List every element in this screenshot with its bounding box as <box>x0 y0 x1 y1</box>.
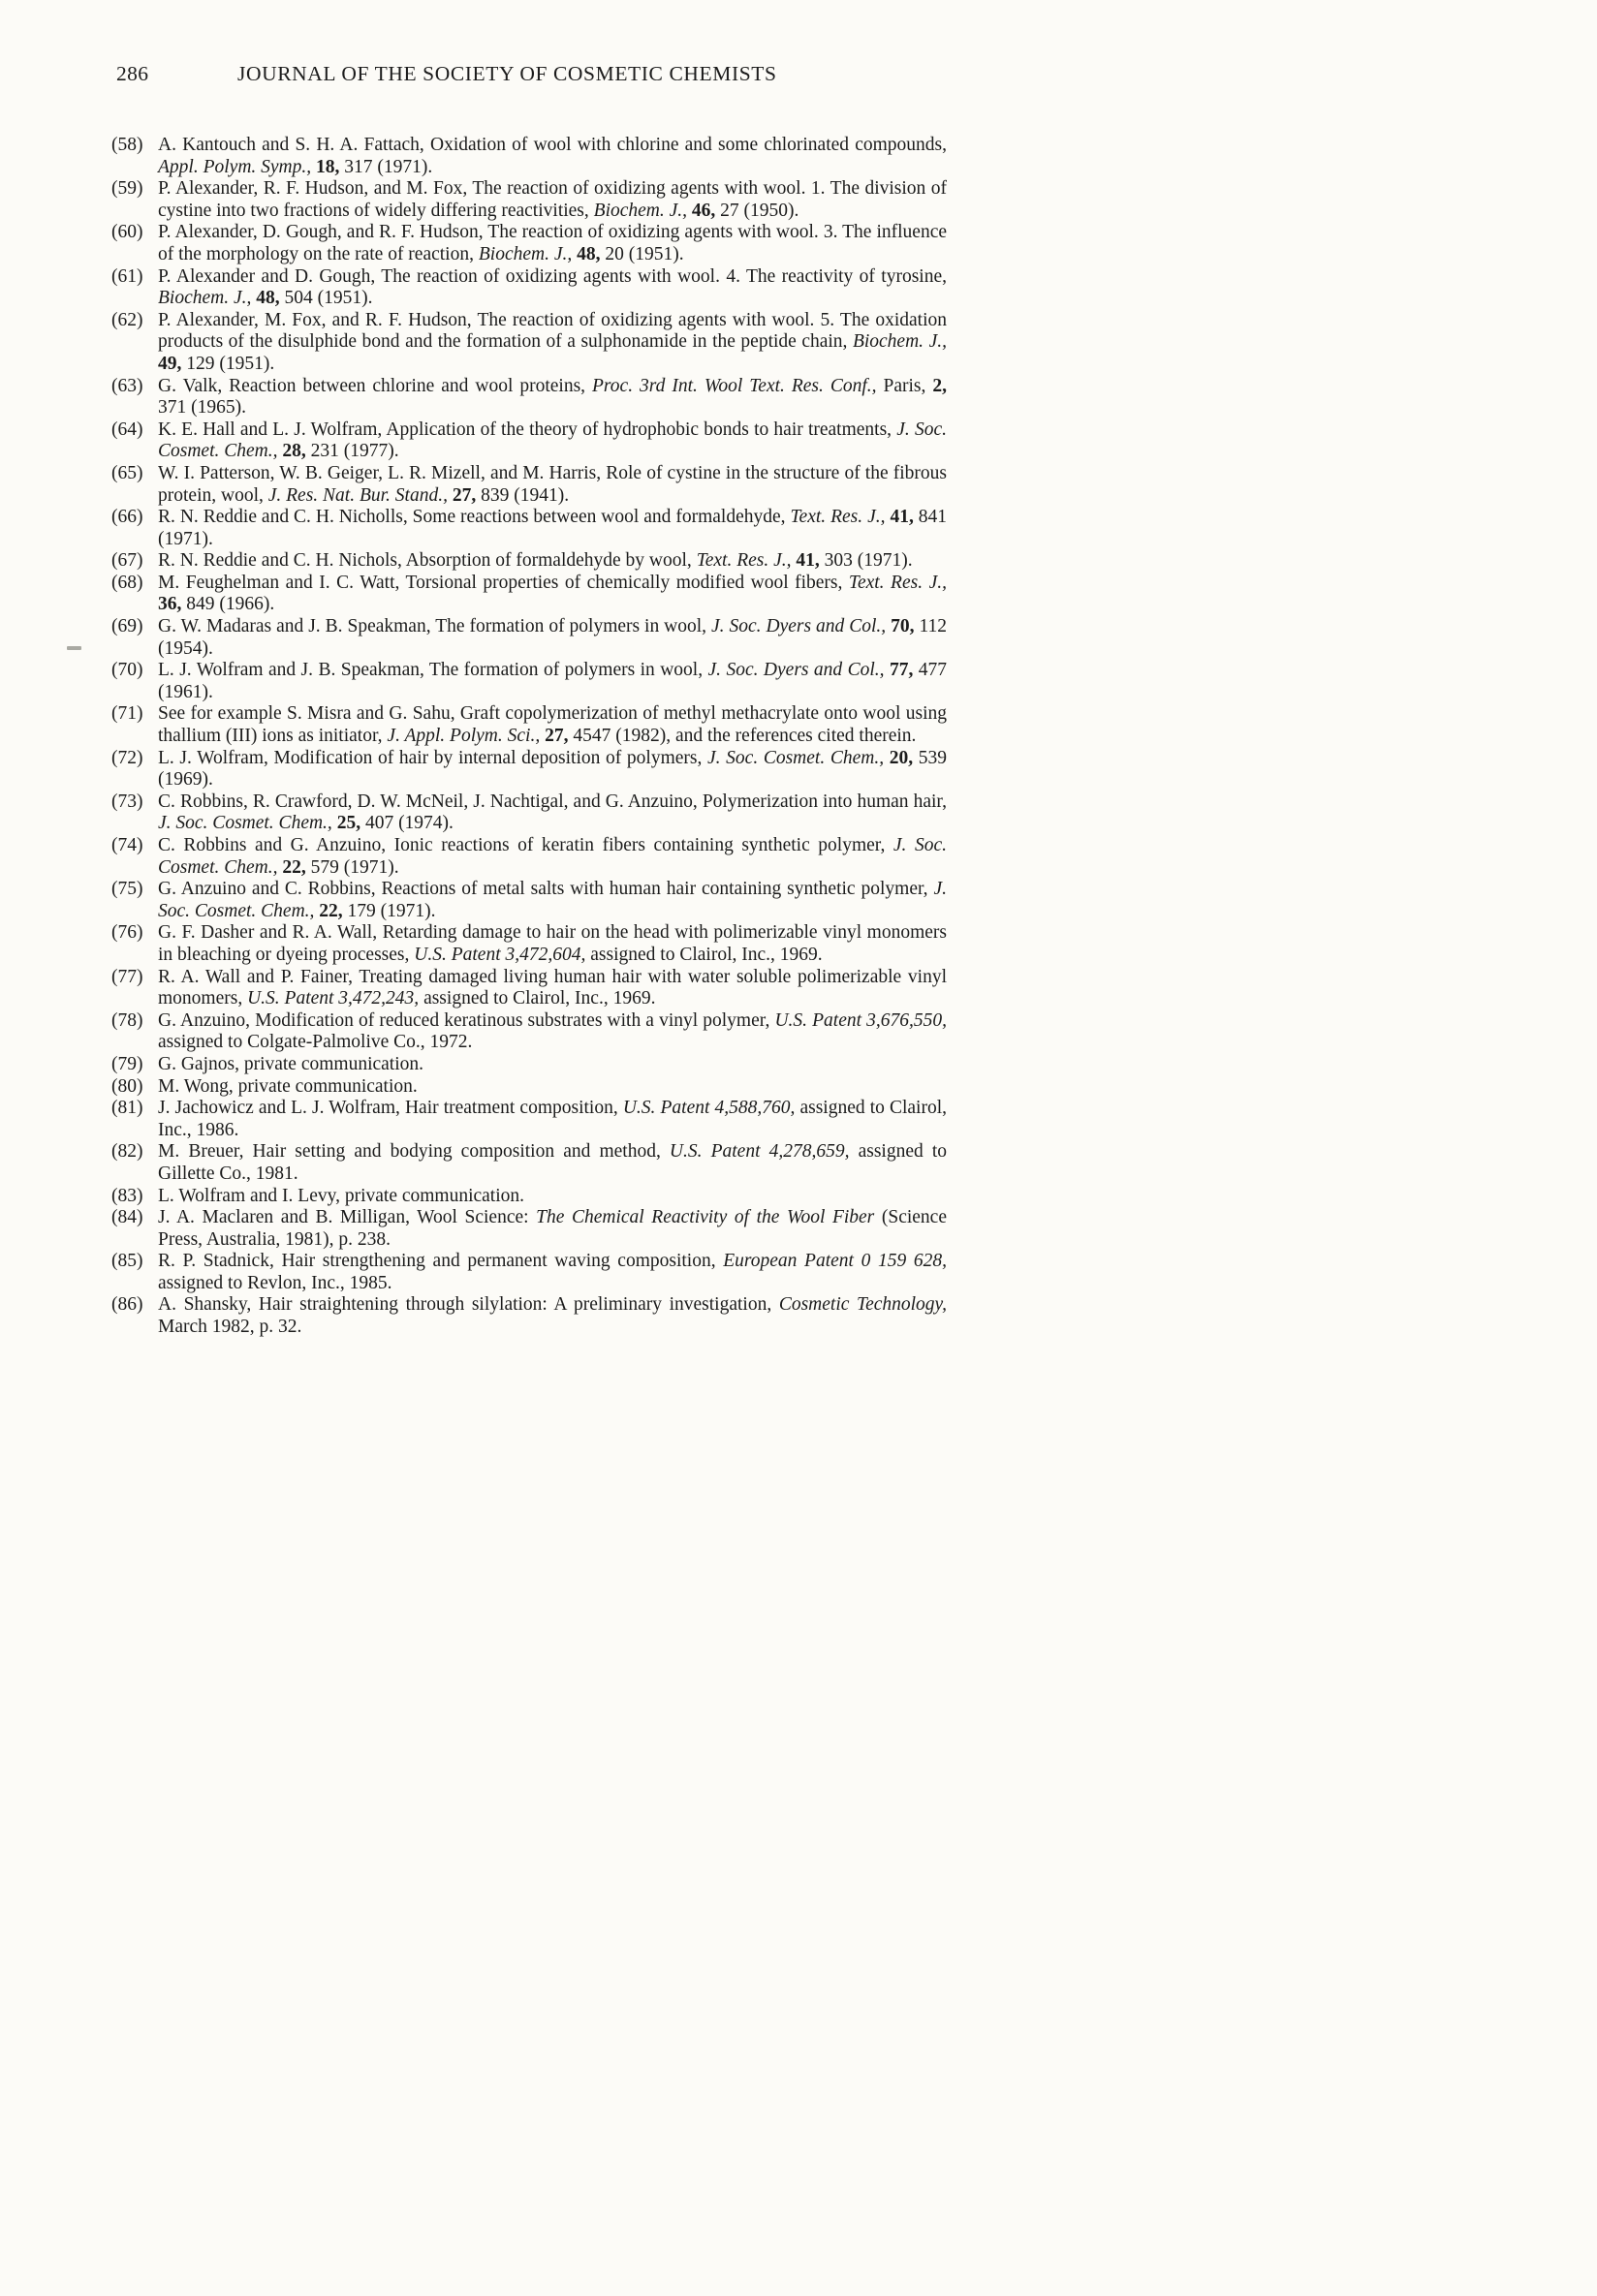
reference-text <box>158 222 947 264</box>
reference-text <box>158 1186 524 1206</box>
reference-segment: G. Gajnos, private communication. <box>158 1053 424 1074</box>
reference-item <box>111 748 947 791</box>
reference-text <box>158 310 947 374</box>
reference-number: (84) <box>111 1207 143 1228</box>
reference-segment: Biochem. J., <box>593 200 692 221</box>
reference-segment: 839 (1941). <box>481 484 570 506</box>
reference-segment: U.S. Patent 4,588,760, <box>622 1098 800 1119</box>
reference-text <box>158 1251 947 1293</box>
reference-number: (76) <box>111 922 143 944</box>
reference-segment: L. J. Wolfram, Modification of hair by internal deposition of polymers, <box>158 747 707 768</box>
reference-segment: 41, <box>796 550 825 572</box>
reference-text <box>158 463 947 506</box>
reference-segment: 46, <box>691 200 721 221</box>
reference-text <box>158 419 947 462</box>
reference-segment: See for example S. Misra and G. Sahu, Graft copolymerization of methyl methacrylate onto wool using thallium (III) ions as initiator, <box>158 703 947 747</box>
journal-title: JOURNAL OF THE SOCIETY OF COSMETIC CHEMISTS <box>237 62 777 85</box>
reference-segment: M. Feughelman and I. C. Watt, Torsional properties of chemically modified wool fibers, <box>158 572 849 593</box>
reference-number: (62) <box>111 309 143 330</box>
reference-segment: J. Soc. Cosmet. Chem., <box>707 747 890 768</box>
reference-item <box>111 616 947 660</box>
reference-segment: 407 (1974). <box>364 813 454 834</box>
reference-segment: 849 (1966). <box>186 594 275 615</box>
reference-segment: 504 (1951). <box>284 288 373 309</box>
reference-text <box>158 1076 418 1097</box>
reference-item <box>111 135 947 178</box>
reference-segment: C. Robbins and G. Anzuino, Ionic reactions of keratin fibers containing synthetic polymer, <box>158 835 893 855</box>
reference-item <box>111 703 947 747</box>
reference-segment: 36, <box>158 594 187 615</box>
reference-segment: 477 (1961). <box>158 660 947 702</box>
reference-segment: Appl. Polym. Symp., <box>158 156 317 177</box>
reference-segment: U.S. Patent 4,278,659, <box>669 1141 859 1163</box>
reference-number: (67) <box>111 550 143 572</box>
reference-list <box>111 135 947 1339</box>
reference-segment: R. N. Reddie and C. H. Nicholls, Some reactions between wool and formaldehyde, <box>158 507 791 528</box>
reference-segment: J. Appl. Polym. Sci., <box>387 726 546 747</box>
reference-segment: J. Soc. Cosmet. Chem., <box>158 879 947 921</box>
reference-number: (83) <box>111 1185 143 1206</box>
reference-segment: P. Alexander, M. Fox, and R. F. Hudson, The reaction of oxidizing agents with wool. 5. The oxidation products of the disulphide bond and the formation of a sulphonamide in the peptide chain, <box>158 309 947 353</box>
reference-segment: assigned to Clairol, Inc., 1986. <box>158 1098 948 1140</box>
reference-segment: 20 (1951). <box>605 243 684 264</box>
reference-segment: Paris, <box>883 375 933 396</box>
reference-item <box>111 376 947 419</box>
reference-item <box>111 967 947 1010</box>
reference-segment: A. Kantouch and S. H. A. Fattach, Oxidation of wool with chlorine and some chlorinated compounds, <box>158 135 947 155</box>
reference-segment: 841 (1971). <box>158 507 948 549</box>
reference-segment: Biochem. J., <box>852 331 947 353</box>
reference-segment: 539 (1969). <box>158 747 947 791</box>
reference-segment: G. Anzuino, Modification of reduced keratinous substrates with a vinyl polymer, <box>158 1009 775 1031</box>
reference-segment: 112 (1954). <box>158 616 948 659</box>
reference-segment: 317 (1971). <box>344 156 433 177</box>
reference-segment: 27, <box>545 726 574 747</box>
reference-text <box>158 1294 947 1337</box>
reference-segment: 579 (1971). <box>310 856 399 878</box>
reference-item <box>111 1141 947 1185</box>
reference-segment: J. Soc. Dyers and Col., <box>711 616 892 637</box>
reference-segment: 231 (1977). <box>310 441 399 462</box>
reference-text <box>158 550 913 571</box>
reference-segment: R. P. Stadnick, Hair strengthening and permanent waving composition, <box>158 1251 724 1272</box>
reference-item <box>111 1098 947 1141</box>
reference-number: (73) <box>111 791 143 812</box>
reference-text <box>158 1010 947 1053</box>
reference-segment: Text. Res. J., <box>848 572 947 593</box>
reference-segment: Biochem. J., <box>158 288 257 309</box>
reference-segment: U.S. Patent 3,472,604, <box>414 944 591 965</box>
reference-segment: P. Alexander, D. Gough, and R. F. Hudson, The reaction of oxidizing agents with wool. 3. The influence of the morphology on the rate of reaction, <box>158 222 947 264</box>
reference-item <box>111 222 947 265</box>
reference-segment: The Chemical Reactivity of the Wool Fiber <box>536 1207 882 1228</box>
reference-text <box>158 573 947 615</box>
reference-segment: G. Anzuino and C. Robbins, Reactions of metal salts with human hair containing synthetic polymer, <box>158 879 934 900</box>
reference-number: (70) <box>111 660 143 681</box>
reference-item <box>111 463 947 507</box>
reference-segment: 371 (1965). <box>158 397 246 419</box>
reference-text <box>158 879 947 921</box>
reference-number: (78) <box>111 1009 143 1031</box>
reference-segment: Biochem. J., <box>478 243 578 264</box>
reference-segment: 48, <box>256 288 285 309</box>
reference-segment: assigned to Gillette Co., 1981. <box>158 1141 948 1184</box>
reference-item <box>111 1076 947 1099</box>
reference-number: (59) <box>111 178 143 200</box>
reference-segment: J. Soc. Cosmet. Chem., <box>158 813 337 834</box>
reference-segment: 49, <box>158 353 187 374</box>
reference-item <box>111 1207 947 1251</box>
reference-text <box>158 135 947 177</box>
reference-number: (69) <box>111 616 143 637</box>
reference-number: (63) <box>111 375 143 396</box>
reference-text <box>158 703 947 746</box>
reference-segment: (Science Press, Australia, 1981), p. 238. <box>158 1207 947 1250</box>
reference-segment: 20, <box>889 747 919 768</box>
reference-text <box>158 1054 423 1074</box>
reference-text <box>158 266 947 309</box>
reference-segment: R. A. Wall and P. Fainer, Treating damaged living human hair with water soluble polimerizable vinyl monomers, <box>158 966 947 1009</box>
reference-segment: assigned to Clairol, Inc., 1969. <box>423 988 656 1009</box>
reference-segment: 27, <box>452 484 482 506</box>
reference-segment: J. Jachowicz and L. J. Wolfram, Hair treatment composition, <box>158 1098 623 1119</box>
reference-segment: European Patent 0 159 628, <box>723 1251 947 1272</box>
reference-segment: K. E. Hall and L. J. Wolfram, Application of the theory of hydrophobic bonds to hair treatments, <box>158 419 897 440</box>
reference-segment: 25, <box>336 813 365 834</box>
reference-text <box>158 748 947 791</box>
reference-number: (86) <box>111 1294 143 1316</box>
page-number: 286 <box>116 62 149 85</box>
reference-segment: 179 (1971). <box>347 900 436 921</box>
reference-text <box>158 967 947 1009</box>
reference-number: (58) <box>111 135 143 155</box>
reference-segment: 2, <box>932 375 947 396</box>
reference-item <box>111 310 947 376</box>
reference-segment: assigned to Colgate-Palmolive Co., 1972. <box>158 1032 473 1053</box>
reference-item <box>111 178 947 222</box>
reference-segment: 28, <box>282 441 311 462</box>
reference-segment: March 1982, p. 32. <box>158 1317 302 1338</box>
reference-number: (80) <box>111 1075 143 1097</box>
reference-number: (68) <box>111 572 143 593</box>
reference-item <box>111 1054 947 1076</box>
reference-item <box>111 1186 947 1208</box>
reference-segment: A. Shansky, Hair straightening through silylation: A preliminary investigation, <box>158 1294 779 1316</box>
reference-number: (82) <box>111 1141 143 1163</box>
reference-segment: J. Soc. Cosmet. Chem., <box>158 419 947 462</box>
reference-number: (66) <box>111 507 143 528</box>
reference-text <box>158 835 947 878</box>
reference-segment: M. Breuer, Hair setting and bodying composition and method, <box>158 1141 670 1163</box>
reference-number: (81) <box>111 1098 143 1119</box>
reference-text <box>158 507 947 549</box>
reference-segment: 48, <box>577 243 606 264</box>
reference-segment: U.S. Patent 3,676,550, <box>774 1009 948 1031</box>
reference-number: (65) <box>111 462 143 483</box>
reference-segment: P. Alexander and D. Gough, The reaction of oxidizing agents with wool. 4. The reactivity of tyrosine, <box>158 265 947 287</box>
reference-segment: G. F. Dasher and R. A. Wall, Retarding damage to hair on the head with polimerizable vinyl monomers in bleaching or dyeing processes, <box>158 922 947 965</box>
reference-segment: 77, <box>889 660 919 681</box>
scan-artifact-mark <box>67 646 81 650</box>
reference-item <box>111 791 947 835</box>
reference-number: (77) <box>111 966 143 987</box>
reference-text <box>158 616 947 659</box>
reference-segment: 18, <box>316 156 345 177</box>
reference-segment: J. Soc. Cosmet. Chem., <box>158 835 947 878</box>
reference-segment: R. N. Reddie and C. H. Nichols, Absorption of formaldehyde by wool, <box>158 550 697 572</box>
reference-item <box>111 660 947 703</box>
reference-item <box>111 266 947 310</box>
reference-text <box>158 922 947 965</box>
reference-segment: Cosmetic Technology, <box>778 1294 948 1316</box>
reference-item <box>111 879 947 922</box>
reference-segment: J. Soc. Dyers and Col., <box>707 660 890 681</box>
reference-segment: 129 (1951). <box>186 353 275 374</box>
reference-item <box>111 419 947 463</box>
reference-segment: 41, <box>890 507 919 528</box>
reference-segment: Text. Res. J., <box>696 550 797 572</box>
reference-segment: L. Wolfram and I. Levy, private communication. <box>158 1185 525 1206</box>
reference-text <box>158 178 947 221</box>
reference-segment: C. Robbins, R. Crawford, D. W. McNeil, J. Nachtigal, and G. Anzuino, Polymerization into human hair, <box>158 791 947 812</box>
reference-item <box>111 573 947 616</box>
reference-number: (64) <box>111 419 143 440</box>
reference-item <box>111 1251 947 1294</box>
reference-segment: Proc. 3rd Int. Wool Text. Res. Conf., <box>592 375 884 396</box>
reference-segment: assigned to Clairol, Inc., 1969. <box>590 944 823 965</box>
reference-segment: M. Wong, private communication. <box>158 1075 418 1097</box>
reference-number: (60) <box>111 222 143 243</box>
reference-text <box>158 1207 947 1250</box>
reference-item <box>111 1010 947 1054</box>
reference-segment: 22, <box>319 900 348 921</box>
reference-text <box>158 660 947 702</box>
reference-segment: L. J. Wolfram and J. B. Speakman, The formation of polymers in wool, <box>158 660 708 681</box>
reference-segment: assigned to Revlon, Inc., 1985. <box>158 1272 392 1293</box>
reference-item <box>111 507 947 550</box>
reference-number: (71) <box>111 703 143 725</box>
reference-segment: 70, <box>891 616 920 637</box>
reference-number: (74) <box>111 835 143 855</box>
reference-segment: 4547 (1982), and the references cited therein. <box>573 726 917 747</box>
reference-segment: J. Res. Nat. Bur. Stand., <box>267 484 453 506</box>
reference-text <box>158 376 947 419</box>
reference-segment: W. I. Patterson, W. B. Geiger, L. R. Mizell, and M. Harris, Role of cystine in the structure of the fibrous protein, wool, <box>158 462 947 506</box>
reference-number: (79) <box>111 1053 143 1074</box>
reference-item <box>111 922 947 966</box>
reference-segment: J. A. Maclaren and B. Milligan, Wool Science: <box>158 1207 537 1228</box>
reference-segment: G. Valk, Reaction between chlorine and wool proteins, <box>158 375 593 396</box>
reference-segment: Text. Res. J., <box>790 507 891 528</box>
reference-item <box>111 550 947 573</box>
reference-item <box>111 1294 947 1338</box>
reference-item <box>111 835 947 879</box>
reference-number: (72) <box>111 747 143 768</box>
reference-segment: 27 (1950). <box>720 200 799 221</box>
reference-segment: G. W. Madaras and J. B. Speakman, The formation of polymers in wool, <box>158 616 712 637</box>
reference-segment: P. Alexander, R. F. Hudson, and M. Fox, The reaction of oxidizing agents with wool. 1. The division of cystine into two fractions of widely differing reactivities, <box>158 178 947 221</box>
reference-text <box>158 1141 947 1184</box>
reference-number: (85) <box>111 1251 143 1272</box>
reference-number: (75) <box>111 879 143 900</box>
reference-segment: U.S. Patent 3,472,243, <box>247 988 424 1009</box>
reference-segment: 303 (1971). <box>824 550 913 572</box>
reference-segment: 22, <box>282 856 311 878</box>
reference-number: (61) <box>111 265 143 287</box>
reference-text <box>158 791 947 834</box>
reference-text <box>158 1098 947 1140</box>
